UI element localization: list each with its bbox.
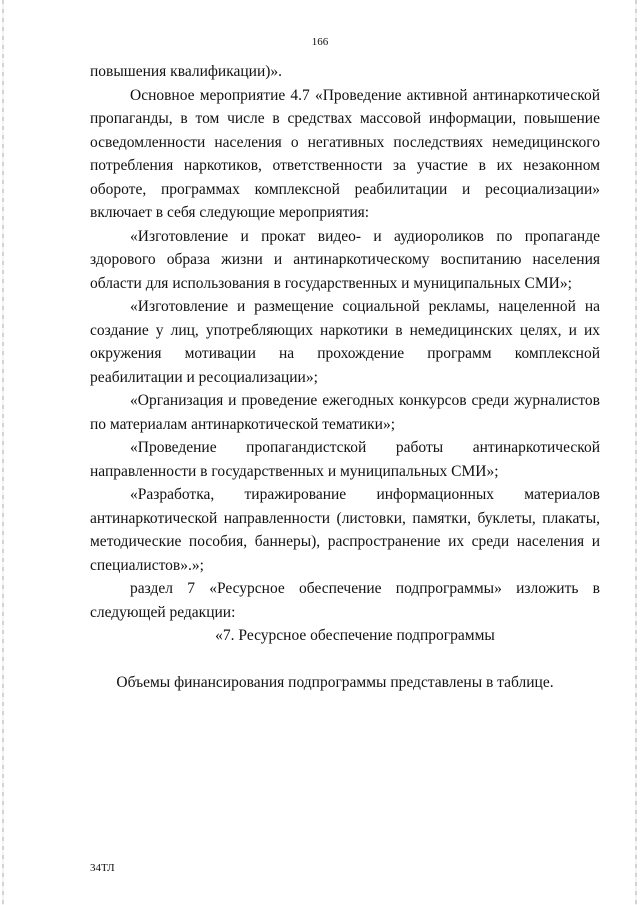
paragraph-main-activity: Основное мероприятие 4.7 «Проведение активной антинаркотической пропаганды, в том числе в средствах массовой информации, повышение осведомленности населения о негативных последствиях немедицинского потребления наркотиков, ответственности за участие в их незаконном обороте, программах комплексной реабилитации и ресоциализации» включает в себя следующие мероприятия: — [90, 86, 600, 221]
document-body — [90, 60, 600, 695]
paragraph-video-production: «Изготовление и прокат видео- и аудиороликов по пропаганде здорового образа жизни и антинаркотическому воспитанию населения области для использования в государственных и муниципальных СМИ»; — [90, 227, 600, 292]
page-number: 166 — [311, 36, 329, 48]
footer-code: 34ТЛ — [90, 862, 115, 874]
scan-edge-right — [635, 0, 637, 905]
scan-edge-left — [2, 0, 4, 905]
paragraph-journalist-contests: «Организация и проведение ежегодных конкурсов среди журналистов по материалам антинаркотической тематики»; — [90, 392, 600, 433]
blank-line — [90, 648, 600, 672]
section-title: «7. Ресурсное обеспечение подпрограммы — [215, 627, 495, 644]
paragraph-social-ads: «Изготовление и размещение социальной рекламы, нацеленной на создание у лиц, употребляющих наркотики в немедицинских целях, и их окружения мотивации на прохождение программ комплексной реабилитации и ресоциализации»; — [90, 298, 600, 386]
paragraph-continuation: повышения квалификации)». — [90, 63, 283, 80]
paragraph-section-7-instruction: раздел 7 «Ресурсное обеспечение подпрограммы» изложить в следующей редакции: — [90, 580, 600, 621]
paragraph-propaganda-work: «Проведение пропагандистской работы антинаркотической направленности в государственных и муниципальных СМИ»; — [90, 439, 600, 480]
financing-note: Объемы финансирования подпрограммы представлены в таблице. — [116, 674, 554, 691]
paragraph-materials-development: «Разработка, тиражирование информационных материалов антинаркотической направленности (листовки, памятки, буклеты, плакаты, методические пособия, баннеры), распространение их среди населения и специалистов».»; — [90, 486, 600, 574]
